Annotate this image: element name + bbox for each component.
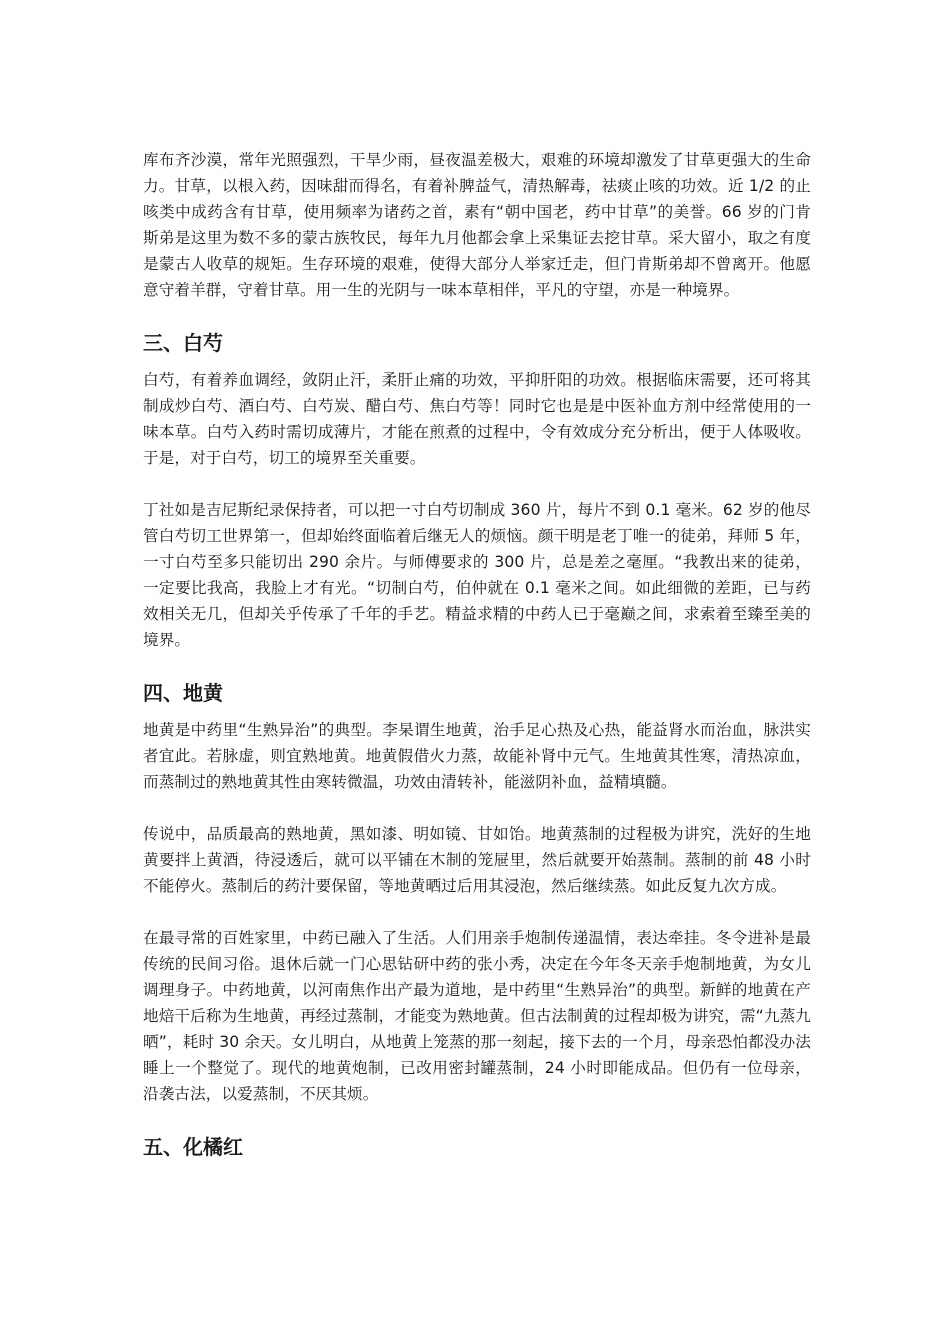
section-heading-dihuang: 四、地黄 [143, 681, 223, 705]
section-heading-baishao: 三、白芍 [143, 331, 223, 355]
body-paragraph: 在最寻常的百姓家里，中药已融入了生活。人们用亲手炮制传递温情，表达牵挂。冬令进补是最传统的民间习俗。退休后就一门心思钻研中药的张小秀，决定在今年冬天亲手炮制地黄，为女儿调理身子。中药地黄，以河南焦作出产最为道地，是中药里“生熟异治”的典型。新鲜的地黄在产地焙干后称为生地黄，再经过蒸制，才能变为熟地黄。但古法制黄的过程却极为讲究，需“九蒸九晒”，耗时 30 余天。女儿明白，从地黄上笼蒸的那一刻起，接下去的一个月，母亲恐怕都没办法睡上一个整觉了。现代的地黄炮制，已改用密封罐蒸制，24 小时即能成品。但仍有一位母亲，沿袭古法，以爱蒸制，不厌其烦。 [143, 929, 811, 1103]
body-paragraph: 地黄是中药里“生熟异治”的典型。李杲谓生地黄，治手足心热及心热，能益肾水而治血，脉洪实者宜此。若脉虚，则宜熟地黄。地黄假借火力蒸，故能补肾中元气。生地黄其性寒，清热凉血，而蒸制过的熟地黄其性由寒转微温，功效由清转补，能滋阴补血，益精填髓。 [143, 721, 811, 791]
document-body [143, 147, 811, 1171]
body-paragraph: 丁社如是吉尼斯纪录保持者，可以把一寸白芍切制成 360 片，每片不到 0.1 毫米。62 岁的他尽管白芍切工世界第一，但却始终面临着后继无人的烦恼。颜干明是老丁唯一的徒弟，拜师 5 年，一寸白芍至多只能切出 290 余片。与师傅要求的 300 片，总是差之毫厘。“我教出来的徒弟，一定要比我高，我脸上才有光。“切制白芍，伯仲就在 0.1 毫米之间。如此细微的差距，已与药效相关无几，但却关乎传承了千年的手艺。精益求精的中药人已于毫巅之间，求索着至臻至美的境界。 [143, 501, 811, 649]
intro-paragraph: 库布齐沙漠，常年光照强烈，干旱少雨，昼夜温差极大，艰难的环境却激发了甘草更强大的生命力。甘草，以根入药，因味甜而得名，有着补脾益气，清热解毒，祛痰止咳的功效。近 1/2 的止咳类中成药含有甘草，使用频率为诸药之首，素有“朝中国老，药中甘草”的美誉。66 岁的门肯斯弟是这里为数不多的蒙古族牧民，每年九月他都会拿上采集证去挖甘草。采大留小，取之有度是蒙古人收草的规矩。生存环境的艰难，使得大部分人举家迁走，但门肯斯弟却不曾离开。他愿意守着羊群，守着甘草。用一生的光阴与一味本草相伴，平凡的守望，亦是一种境界。 [143, 151, 811, 299]
body-paragraph: 白芍，有着养血调经，敛阴止汗，柔肝止痛的功效，平抑肝阳的功效。根据临床需要，还可将其制成炒白芍、酒白芍、白芍炭、醋白芍、焦白芍等！同时它也是是中医补血方剂中经常使用的一味本草。白芍入药时需切成薄片，才能在煎煮的过程中，令有效成分充分析出，便于人体吸收。于是，对于白芍，切工的境界至关重要。 [143, 371, 811, 467]
section-heading-huajuhong: 五、化橘红 [143, 1135, 243, 1159]
body-paragraph: 传说中，品质最高的熟地黄，黑如漆、明如镜、甘如饴。地黄蒸制的过程极为讲究，洗好的生地黄要拌上黄酒，待浸透后，就可以平铺在木制的笼屉里，然后就要开始蒸制。蒸制的前 48 小时不能停火。蒸制后的药汁要保留，等地黄晒过后用其浸泡，然后继续蒸。如此反复九次方成。 [143, 825, 811, 895]
